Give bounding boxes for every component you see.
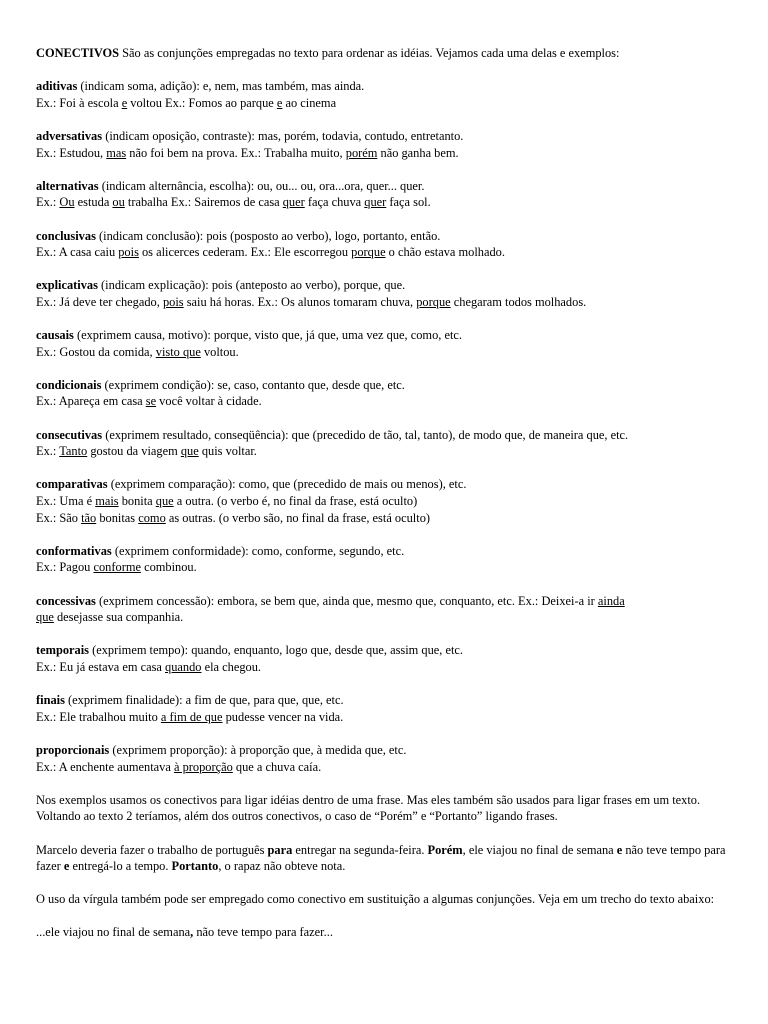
example-text: Ex.: A enchente aumentava — [36, 759, 174, 774]
definition-text: (indicam oposição, contraste): mas, porém, todavia, contudo, entretanto. — [102, 128, 464, 143]
body-paragraph — [36, 891, 736, 908]
conjunction-highlight: e — [276, 95, 283, 110]
section-alternativas — [36, 178, 736, 211]
conjunction-highlight: pois — [118, 245, 139, 260]
example-text: o chão estava molhado. — [385, 245, 505, 260]
conjunction-highlight: quer — [364, 195, 387, 210]
definition-text: (exprimem causa, motivo): porque, visto que, já que, uma vez que, como, etc. — [73, 328, 462, 343]
example-text: estuda — [74, 195, 113, 210]
section-conformativas — [36, 543, 736, 576]
bold-connector: Portanto — [171, 859, 219, 874]
example-line — [36, 443, 736, 460]
example-line — [36, 294, 736, 311]
conjunction-highlight: pois — [162, 294, 184, 309]
example-text: Ex.: Foi à escola — [36, 95, 122, 110]
section-aditivas — [36, 78, 736, 111]
paragraph-text: , ele viajou no final de semana — [462, 842, 617, 857]
conjunction-highlight: a fim de que — [160, 709, 223, 724]
conjunction-highlight: como — [138, 510, 166, 525]
conjunction-highlight: ou — [112, 195, 125, 210]
example-text: saiu há horas. Ex.: Os alunos tomaram chuva, — [183, 294, 417, 309]
example-text: combinou. — [140, 560, 197, 575]
conjunction-type: alternativas — [36, 178, 99, 193]
example-text: ela chegou. — [201, 659, 262, 674]
example-text: que a chuva caía. — [232, 759, 322, 774]
example-line — [36, 510, 736, 527]
definition-text: (exprimem conformidade): como, conforme, segundo, etc. — [111, 543, 405, 558]
section-adversativas — [36, 128, 736, 161]
example-text: Ex.: Uma é — [36, 494, 96, 509]
example-text: Ex.: Eu já estava em casa — [36, 659, 166, 674]
section-comparativas — [36, 476, 736, 526]
definition-text: (indicam alternância, escolha): ou, ou... ou, ora...ora, quer... quer. — [98, 178, 425, 193]
bold-connector: Porém — [427, 842, 463, 857]
paragraph-text: ...ele viajou no final de semana — [36, 925, 191, 940]
example-text: os alicerces cederam. Ex.: Ele escorregou — [138, 245, 352, 260]
conjunction-highlight: e — [121, 95, 128, 110]
paragraph-text: não teve tempo para fazer — [36, 842, 726, 874]
definition-text: (exprimem concessão): embora, se bem que, ainda que, mesmo que, conquanto, etc. Ex.: Deixei-a ir — [95, 593, 598, 608]
paragraph-text: não teve tempo para fazer... — [193, 925, 333, 940]
conjunction-highlight: mais — [95, 494, 119, 509]
conjunction-highlight: mas — [106, 145, 127, 160]
definition-line — [36, 642, 736, 659]
example-text: não ganha bem. — [377, 145, 459, 160]
document-page — [36, 45, 736, 958]
conjunction-highlight: quando — [165, 659, 202, 674]
example-text: Ex.: Estudou, — [36, 145, 107, 160]
section-concessivas — [36, 593, 736, 626]
conjunction-type: concessivas — [36, 593, 96, 608]
example-text: bonita — [118, 494, 156, 509]
example-text: Ex.: São — [36, 510, 82, 525]
bold-connector: e — [63, 859, 70, 874]
definition-text: (exprimem condição): se, caso, contanto que, desde que, etc. — [101, 377, 405, 392]
example-text: chegaram todos molhados. — [450, 294, 587, 309]
definition-line — [36, 78, 736, 95]
conjunction-highlight: conforme — [93, 560, 141, 575]
conjunction-type: adversativas — [36, 128, 103, 143]
example-line — [36, 393, 736, 410]
definition-text: (indicam soma, adição): e, nem, mas também, mas ainda. — [77, 79, 365, 94]
example-line — [36, 244, 736, 261]
paragraph-text: Marcelo deveria fazer o trabalho de português — [36, 842, 268, 857]
example-line — [36, 344, 736, 361]
conjunction-highlight: Tanto — [59, 444, 88, 459]
definition-text: (exprimem proporção): à proporção que, à medida que, etc. — [109, 742, 407, 757]
definition-line — [36, 427, 736, 444]
example-text: Ex.: Ele trabalhou muito — [36, 709, 161, 724]
example-line — [36, 709, 736, 726]
example-line — [36, 493, 736, 510]
example-line — [36, 194, 736, 211]
conjunction-highlight: que — [180, 444, 199, 459]
example-text: faça chuva — [304, 195, 365, 210]
section-proporcionais — [36, 742, 736, 775]
conjunction-type: proporcionais — [36, 742, 110, 757]
conjunction-type: consecutivas — [36, 427, 103, 442]
section-explicativas — [36, 277, 736, 310]
example-text: Ex.: A casa caiu — [36, 245, 119, 260]
example-text: desejasse sua companhia. — [53, 610, 184, 625]
definition-line — [36, 692, 736, 709]
conjunction-highlight: se — [145, 394, 157, 409]
paragraph-text: , o rapaz não obteve nota. — [218, 859, 346, 874]
example-text: Ex.: — [36, 195, 60, 210]
intro-text: São as conjunções empregadas no texto para ordenar as idéias. Vejamos cada uma delas e exemplos: — [119, 46, 620, 60]
example-text: as outras. (o verbo são, no final da frase, está oculto) — [165, 510, 431, 525]
conjunction-highlight: quer — [282, 195, 305, 210]
conjunction-sections — [36, 78, 736, 775]
example-line — [36, 95, 736, 112]
conjunction-highlight: à proporção — [173, 759, 233, 774]
paragraph-text: Nos exemplos usamos os conectivos para ligar idéias dentro de uma frase. Mas eles também são usados para ligar frases em um texto. Voltando ao texto 2 teríamos, além dos outros conectivos, o caso de “Porém” e “Portanto” ligando frases. — [36, 792, 701, 824]
section-temporais — [36, 642, 736, 675]
bold-connector: e — [616, 842, 623, 857]
example-text: trabalha Ex.: Sairemos de casa — [124, 195, 283, 210]
definition-line — [36, 228, 736, 245]
example-text: Ex.: — [36, 444, 60, 459]
example-line — [36, 759, 736, 776]
body-paragraph — [36, 924, 736, 941]
example-text: a outra. (o verbo é, no final da frase, está oculto) — [173, 494, 418, 509]
definition-text: (exprimem comparação): como, que (precedido de mais ou menos), etc. — [107, 477, 467, 492]
definition-text: (indicam conclusão): pois (posposto ao verbo), logo, portanto, então. — [95, 228, 441, 243]
conjunction-type: finais — [36, 693, 65, 708]
example-text: ao cinema — [282, 95, 337, 110]
definition-line — [36, 742, 736, 759]
example-line — [36, 659, 736, 676]
conjunction-type: aditivas — [36, 79, 78, 94]
section-conclusivas — [36, 228, 736, 261]
conjunction-highlight: visto que — [155, 344, 201, 359]
conjunction-type: explicativas — [36, 278, 98, 293]
example-text: Ex.: Pagou — [36, 560, 94, 575]
definition-line — [36, 476, 736, 493]
section-condicionais — [36, 377, 736, 410]
closing-paragraphs — [36, 792, 736, 941]
example-text: gostou da viagem — [87, 444, 181, 459]
conjunction-highlight: que — [155, 494, 174, 509]
conjunction-highlight: porque — [416, 294, 451, 309]
example-text: faça sol. — [386, 195, 431, 210]
example-text: voltou. — [200, 344, 239, 359]
example-line — [36, 609, 736, 626]
paragraph-text: entregá-lo a tempo. — [69, 859, 172, 874]
definition-text: (indicam explicação): pois (anteposto ao verbo), porque, que. — [97, 278, 406, 293]
body-paragraph — [36, 792, 736, 825]
definition-text: (exprimem resultado, conseqüência): que (precedido de tão, tal, tanto), de modo que, de maneira que, etc. — [102, 427, 629, 442]
example-text: bonitas — [96, 510, 139, 525]
conjunction-highlight: ainda — [597, 593, 625, 608]
bold-connector: , — [190, 925, 194, 940]
definition-line — [36, 593, 736, 610]
paragraph-text: entregar na segunda-feira. — [292, 842, 428, 857]
conjunction-type: causais — [36, 328, 74, 343]
intro-paragraph — [36, 45, 736, 62]
example-text: não foi bem na prova. Ex.: Trabalha muito, — [126, 145, 346, 160]
bold-connector: para — [267, 842, 293, 857]
section-causais — [36, 327, 736, 360]
conjunction-type: comparativas — [36, 477, 108, 492]
example-line — [36, 559, 736, 576]
example-text: você voltar à cidade. — [156, 394, 262, 409]
example-text: quis voltar. — [198, 444, 257, 459]
definition-line — [36, 128, 736, 145]
example-text: voltou Ex.: Fomos ao parque — [127, 95, 277, 110]
section-consecutivas — [36, 427, 736, 460]
definition-line — [36, 327, 736, 344]
definition-text: (exprimem tempo): quando, enquanto, logo que, desde que, assim que, etc. — [89, 643, 464, 658]
example-text: Ex.: Apareça em casa — [36, 394, 146, 409]
conjunction-type: conformativas — [36, 543, 112, 558]
conjunction-highlight: tão — [81, 510, 97, 525]
definition-line — [36, 543, 736, 560]
section-finais — [36, 692, 736, 725]
definition-line — [36, 377, 736, 394]
example-text: Ex.: Já deve ter chegado, — [36, 294, 163, 309]
conjunction-type: conclusivas — [36, 228, 96, 243]
definition-text: (exprimem finalidade): a fim de que, para que, que, etc. — [64, 693, 344, 708]
example-text: Ex.: Gostou da comida, — [36, 344, 156, 359]
body-paragraph — [36, 842, 736, 875]
paragraph-text: O uso da vírgula também pode ser empregado como conectivo em sustituição a algumas conjunções. Veja em um trecho do texto abaixo: — [36, 892, 715, 907]
conjunction-type: temporais — [36, 643, 89, 658]
conjunction-highlight: Ou — [59, 195, 75, 210]
page-title: CONECTIVOS — [36, 46, 120, 60]
conjunction-highlight: que — [36, 610, 54, 625]
definition-line — [36, 178, 736, 195]
example-text: pudesse vencer na vida. — [222, 709, 344, 724]
conjunction-type: condicionais — [36, 377, 102, 392]
conjunction-highlight: porque — [351, 245, 386, 260]
conjunction-highlight: porém — [345, 145, 378, 160]
definition-line — [36, 277, 736, 294]
example-line — [36, 145, 736, 162]
